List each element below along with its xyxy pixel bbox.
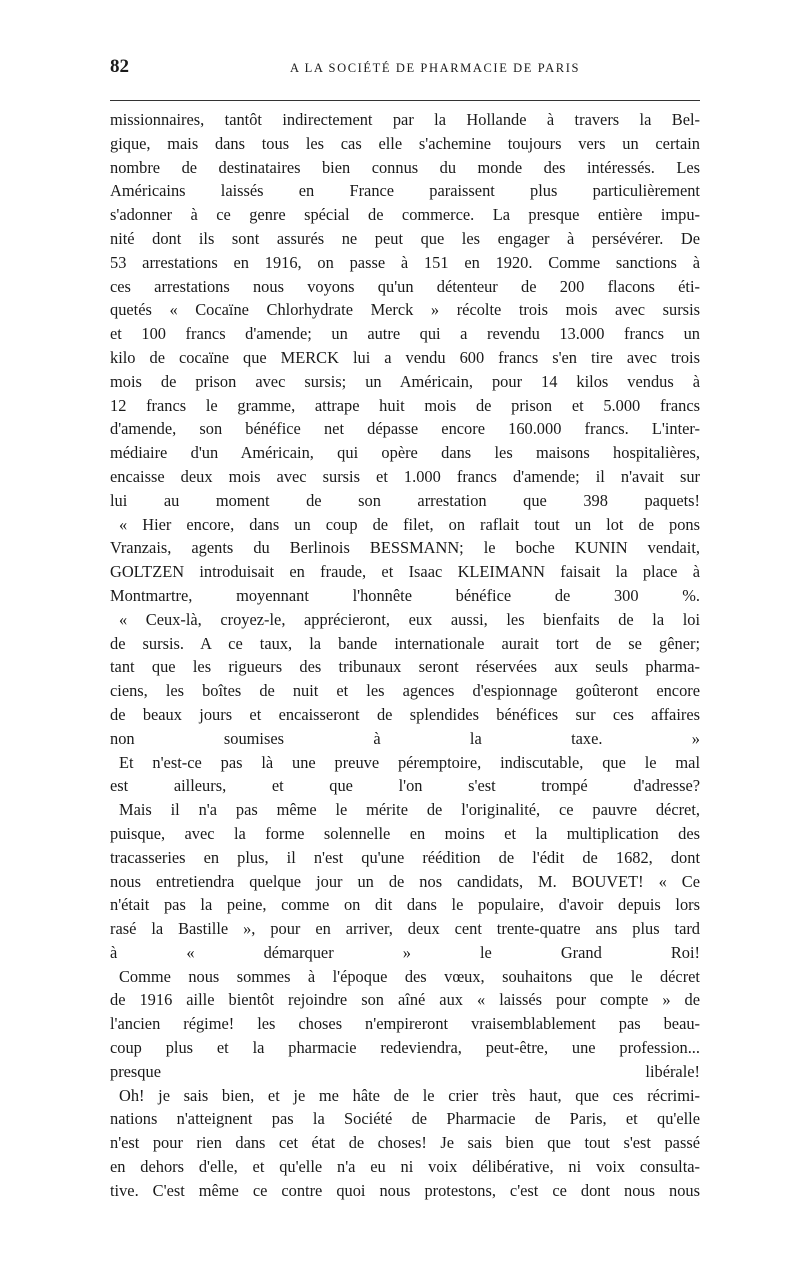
text-line: nations n'atteignent pas la Société de Pharmacie de Paris, et qu'elle xyxy=(110,1109,700,1129)
text-line: à « démarquer » le Grand Roi! xyxy=(110,942,700,962)
text-line: kilo de cocaïne que MERCK lui a vendu 600 francs s'en tire avec trois xyxy=(110,347,700,367)
text-line: puisque, avec la forme solennelle en moins et la multiplication des xyxy=(110,823,700,843)
text-line: d'amende, son bénéfice net dépasse encore 160.000 francs. L'inter- xyxy=(110,419,700,439)
text-line: l'ancien régime! les choses n'empireront vraisemblablement pas beau- xyxy=(110,1014,700,1034)
text-line: nombre de destinataires bien connus du monde des intéressés. Les xyxy=(110,157,700,177)
text-line: Vranzais, agents du Berlinois BESSMANN; le boche KUNIN vendait, xyxy=(110,538,700,558)
text-line: de sursis. A ce taux, la bande internationale aurait tort de se gêner; xyxy=(110,633,700,653)
text-line: non soumises à la taxe. » xyxy=(110,728,700,748)
text-line: nous entretiendra quelque jour un de nos candidats, M. BOUVET! « Ce xyxy=(110,871,700,891)
text-line: « Hier encore, dans un coup de filet, on raflait tout un lot de pons xyxy=(119,514,700,534)
text-line: tive. C'est même ce contre quoi nous protestons, c'est ce dont nous nous xyxy=(110,1180,700,1200)
body-text xyxy=(110,108,700,1203)
text-line: Comme nous sommes à l'époque des vœux, souhaitons que le décret xyxy=(119,966,700,986)
text-line: de 1916 aille bientôt rejoindre son aîné aux « laissés pour compte » de xyxy=(110,990,700,1010)
text-line: encaisse deux mois avec sursis et 1.000 francs d'amende; il n'avait sur xyxy=(110,466,700,486)
text-line: rasé la Bastille », pour en arriver, deux cent trente-quatre ans plus tard xyxy=(110,919,700,939)
text-line: est ailleurs, et que l'on s'est trompé d'adresse? xyxy=(110,776,700,796)
text-line: presque libérale! xyxy=(110,1061,700,1081)
text-line: n'est pour rien dans cet état de choses! Je sais bien que tout s'est passé xyxy=(110,1133,700,1153)
running-title: A LA SOCIÉTÉ DE PHARMACIE DE PARIS xyxy=(289,61,581,75)
text-line: missionnaires, tantôt indirectement par la Hollande à travers la Bel- xyxy=(110,110,700,129)
text-line: quetés « Cocaïne Chlorhydrate Merck » récolte trois mois avec sursis xyxy=(110,300,700,320)
text-line: coup plus et la pharmacie redeviendra, peut-être, une profession... xyxy=(110,1038,700,1058)
text-line: Montmartre, moyennant l'honnête bénéfice de 300 %. xyxy=(110,585,700,605)
page-number: 82 xyxy=(110,56,129,77)
page-header xyxy=(110,56,700,84)
text-line: ciens, les boîtes de nuit et les agences d'espionnage goûteront encore xyxy=(110,681,700,701)
text-line: de beaux jours et encaisseront de splendides bénéfices sur ces affaires xyxy=(110,704,700,724)
text-line: gique, mais dans tous les cas elle s'achemine toujours vers un certain xyxy=(110,133,700,153)
text-line: s'adonner à ce genre spécial de commerce. La presque entière impu- xyxy=(110,205,700,225)
text-line: GOLTZEN introduisait en fraude, et Isaac KLEIMANN faisait la place à xyxy=(110,562,700,582)
text-line: et 100 francs d'amende; un autre qui a revendu 13.000 francs un xyxy=(110,324,700,344)
text-line: ces arrestations nous voyons qu'un détenteur de 200 flacons éti- xyxy=(110,276,700,296)
text-line: mois de prison avec sursis; un Américain, pour 14 kilos vendus à xyxy=(110,371,700,391)
text-line: 12 francs le gramme, attrape huit mois de prison et 5.000 francs xyxy=(110,395,700,415)
text-line: en dehors d'elle, et qu'elle n'a eu ni voix délibérative, ni voix consulta- xyxy=(110,1157,700,1177)
text-line: « Ceux-là, croyez-le, apprécieront, eux aussi, les bienfaits de la loi xyxy=(119,609,700,629)
text-line: Oh! je sais bien, et je me hâte de le crier très haut, que ces récrimi- xyxy=(119,1085,700,1105)
text-line: médiaire d'un Américain, qui opère dans les maisons hospitalières, xyxy=(110,443,700,463)
text-line: lui au moment de son arrestation que 398 paquets! xyxy=(110,490,700,510)
text-line: 53 arrestations en 1916, on passe à 151 en 1920. Comme sanctions à xyxy=(110,252,700,272)
text-line: nité dont ils sont assurés ne peut que les engager à persévérer. De xyxy=(110,228,700,248)
text-line: Américains laissés en France paraissent plus particulièrement xyxy=(110,181,700,201)
text-line: Mais il n'a pas même le mérite de l'originalité, ce pauvre décret, xyxy=(119,800,700,820)
header-rule xyxy=(110,100,700,101)
text-line: Et n'est-ce pas là une preuve péremptoire, indiscutable, que le mal xyxy=(119,752,700,772)
text-line: tracasseries en plus, il n'est qu'une réédition de l'édit de 1682, dont xyxy=(110,847,700,867)
text-line: n'était pas la peine, comme on dit dans le populaire, d'avoir depuis lors xyxy=(110,895,700,915)
text-line: tant que les rigueurs des tribunaux seront réservées aux seuls pharma- xyxy=(110,657,700,677)
